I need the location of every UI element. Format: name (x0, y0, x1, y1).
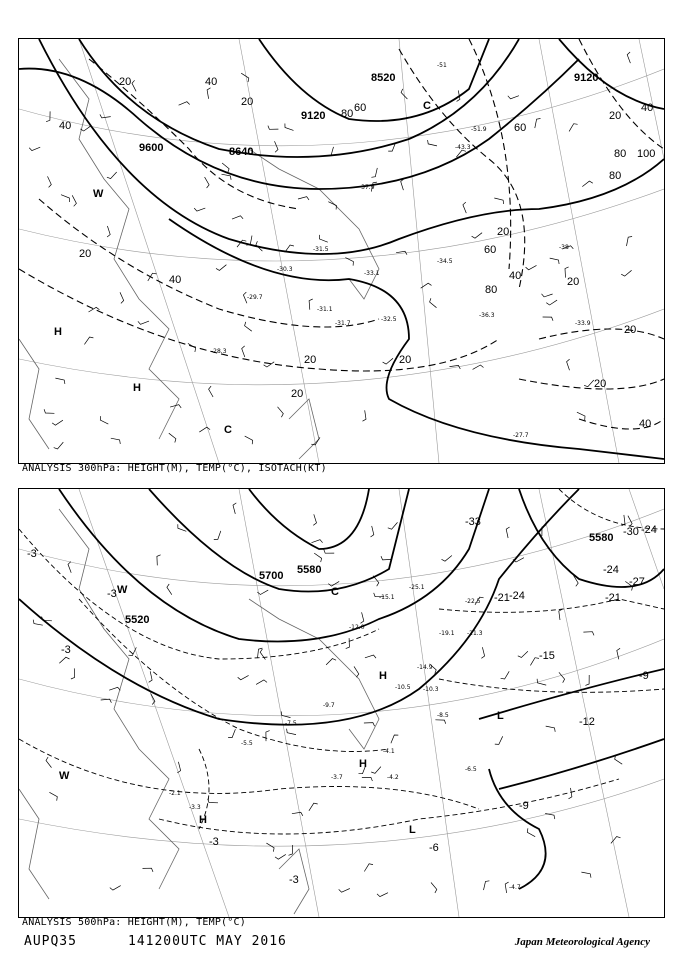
wind-barb (100, 416, 108, 424)
wind-barb (107, 172, 117, 179)
wind-barb (55, 378, 65, 384)
wind-barb (371, 526, 374, 537)
temp-label: -9 (639, 670, 649, 682)
isotach-label: 60 (354, 102, 367, 114)
wind-barb (149, 671, 152, 682)
cold-marker: C (331, 586, 339, 598)
wind-barb (364, 864, 373, 872)
station-temp: -38 (559, 244, 569, 251)
isotach-label: 40 (509, 270, 522, 282)
station-temp: -21.3 (467, 630, 483, 637)
wind-barb (208, 799, 218, 803)
wind-barb (364, 723, 375, 727)
wind-barb (481, 647, 484, 658)
station-temp: -5.5 (241, 740, 253, 747)
wind-barb (527, 828, 535, 836)
station-temp: -4.2 (387, 774, 399, 781)
wind-barb (371, 767, 381, 774)
station-temp: -33.9 (575, 320, 591, 327)
temp-label: -24 (603, 564, 619, 576)
height-label: 5700 (259, 570, 284, 582)
wind-barb (84, 337, 93, 344)
agency-name: Japan Meteorological Agency (514, 936, 650, 948)
wind-barb (148, 273, 157, 281)
wind-barb (354, 666, 359, 677)
wind-barb (362, 777, 373, 781)
wind-barb (495, 736, 503, 744)
station-temp: -27.7 (513, 432, 529, 439)
wind-barb (138, 321, 149, 324)
wind-barb (584, 380, 594, 387)
wind-barb (188, 343, 196, 352)
wind-barb (275, 854, 286, 859)
station-temp: -30.3 (277, 266, 293, 273)
wind-barb (29, 147, 40, 150)
wind-barb (501, 671, 510, 679)
wind-barb (309, 803, 318, 811)
isotach-label: 20 (291, 388, 304, 400)
wind-barb (275, 141, 279, 152)
station-temp: -22.5 (465, 598, 481, 605)
station-temp: -8.5 (437, 712, 449, 719)
station-temp: -19.1 (439, 630, 455, 637)
isotach-label: 40 (639, 418, 652, 430)
high-pressure-marker: H (359, 758, 367, 770)
wind-barb (508, 96, 519, 99)
wind-barb (582, 181, 593, 187)
warm-marker: W (93, 188, 104, 200)
wind-barb (559, 672, 565, 682)
wind-barb (543, 317, 553, 321)
wind-barb (388, 522, 398, 529)
wind-barb (339, 889, 350, 893)
station-temp: -4.1 (383, 748, 395, 755)
height-label: 9120 (301, 110, 326, 122)
temp-label: -21 (494, 592, 510, 604)
wind-barb (107, 226, 110, 237)
wind-barb (312, 540, 323, 543)
wind-barb (33, 620, 43, 626)
wind-barb (194, 208, 205, 211)
temp-label: -12 (579, 716, 595, 728)
wind-barb (506, 527, 509, 538)
temp-label: -30 (623, 526, 639, 538)
station-temp: -9.7 (323, 702, 335, 709)
height-label: 8640 (229, 146, 254, 158)
isotach-label: 80 (341, 108, 354, 120)
isotach-contours (19, 39, 664, 429)
wind-barb (559, 609, 563, 620)
map-300hpa (18, 38, 665, 464)
map-500hpa-canvas (19, 489, 664, 917)
station-temp: -12.0 (349, 624, 365, 631)
isotach-label: 20 (609, 110, 622, 122)
wind-barb (179, 102, 190, 106)
wind-barb (241, 73, 249, 82)
station-temp: -14.9 (417, 664, 433, 671)
wind-barb (42, 617, 52, 621)
temp-label: -21 (605, 592, 621, 604)
isotach-label: 80 (609, 170, 622, 182)
wind-barb (256, 680, 267, 685)
wind-barb (473, 365, 484, 369)
wind-barb (567, 359, 570, 370)
wind-barb (615, 755, 623, 764)
station-temp: -7.5 (285, 720, 297, 727)
station-temp: -51 (437, 62, 447, 69)
wind-barb (111, 438, 121, 444)
temp-labels (27, 516, 657, 886)
station-temp: -51.9 (471, 126, 487, 133)
isotach-label: 20 (567, 276, 580, 288)
temp-label: -33 (465, 516, 481, 528)
wind-barb (292, 812, 303, 816)
wind-barb (621, 270, 631, 276)
low-pressure-marker: L (497, 710, 504, 722)
wind-barb (365, 655, 376, 658)
wind-barb (309, 299, 313, 310)
station-temp: -6.5 (465, 766, 477, 773)
station-temp: -29.7 (247, 294, 263, 301)
wind-barb (463, 202, 466, 213)
station-temp: -31.1 (317, 306, 333, 313)
wind-barb (435, 720, 445, 724)
height-label: 9600 (139, 142, 164, 154)
station-temp: -28.3 (211, 348, 227, 355)
wind-barb (245, 436, 253, 444)
wind-barb (242, 346, 245, 357)
wind-barb (371, 168, 377, 177)
isotach-label: 20 (399, 354, 412, 366)
wind-barb (260, 649, 265, 660)
wind-barb (59, 657, 69, 663)
height-label: 5520 (125, 614, 150, 626)
wind-barb (627, 237, 633, 247)
cold-marker: C (423, 100, 431, 112)
wind-barb (484, 881, 490, 890)
isotach-label: 20 (594, 378, 607, 390)
wind-barb (583, 632, 594, 636)
wind-barb (617, 648, 620, 659)
isotach-label: 40 (641, 102, 654, 114)
wind-barb (428, 140, 437, 146)
isotach-label: 40 (205, 76, 218, 88)
wind-barb (68, 562, 71, 573)
wind-barb (257, 590, 268, 594)
isotach-label: 20 (79, 248, 92, 260)
station-temp: -43.3 (455, 144, 471, 151)
wind-barb (326, 659, 336, 665)
wind-barb (585, 675, 589, 685)
high-pressure-marker: H (133, 382, 141, 394)
high-pressure-marker: H (54, 326, 62, 338)
wind-barb (381, 556, 392, 560)
wind-barb (494, 198, 503, 204)
wind-barb (245, 322, 252, 331)
wind-barb (577, 412, 585, 420)
wind-barb (569, 788, 572, 799)
temp-label: -6 (429, 842, 439, 854)
wind-barb (298, 197, 309, 200)
wind-barb (285, 124, 294, 131)
wind-barb (222, 174, 232, 180)
wind-barb (72, 195, 76, 206)
temp-label: -27 (629, 576, 645, 588)
wind-barb (319, 235, 327, 242)
wind-barb (216, 265, 226, 271)
wind-barb (530, 658, 539, 666)
wind-barb (287, 729, 296, 735)
high-pressure-marker: H (379, 670, 387, 682)
isotach-label: 60 (514, 122, 527, 134)
wind-barb (278, 407, 284, 417)
caption-300hpa: ANALYSIS 300hPa: HEIGHT(M), TEMP(°C), ISOTACH(KT) (22, 463, 327, 474)
wind-barb (391, 735, 398, 743)
wind-barb (550, 258, 559, 264)
station-temp: -31.5 (313, 246, 329, 253)
map-500hpa (18, 488, 665, 918)
wind-barb (268, 126, 279, 130)
wind-barb (363, 410, 367, 421)
wind-barb (169, 433, 176, 442)
wind-barb (346, 638, 350, 649)
temp-label: -9 (519, 800, 529, 812)
wind-barb (324, 550, 334, 554)
cold-marker: C (224, 424, 232, 436)
station-temp: -33.1 (364, 270, 380, 277)
wind-barb (377, 893, 388, 897)
isotach-label: 20 (241, 96, 254, 108)
wind-barb (383, 358, 393, 364)
wind-barb (157, 555, 161, 566)
bulletin-code: AUPQ35 (24, 934, 77, 949)
wind-barb (526, 265, 537, 269)
wind-barb (110, 886, 121, 891)
station-temp: -37.9 (359, 184, 375, 191)
wind-barb (361, 612, 364, 623)
low-pressure-marker: L (409, 824, 416, 836)
wind-barb (71, 668, 75, 679)
warm-marker: W (117, 584, 128, 596)
high-pressure-marker: H (199, 814, 207, 826)
wind-barb (546, 300, 557, 305)
graticule (19, 39, 664, 463)
station-temp: -10.3 (423, 686, 439, 693)
isotach-label: 20 (624, 324, 637, 336)
wind-barb (518, 651, 528, 657)
isotach-label: 80 (485, 284, 498, 296)
wind-barb (209, 386, 214, 397)
wind-barb (132, 80, 136, 91)
isotach-label: 100 (637, 148, 656, 160)
height-label: 9120 (574, 72, 599, 84)
wind-barb (101, 699, 112, 703)
wind-barb (233, 503, 236, 514)
wind-barb (546, 726, 556, 732)
wind-barbs (29, 52, 632, 449)
station-temp: -4.7 (509, 884, 521, 891)
wind-barb (143, 868, 154, 872)
station-temp: -3.7 (331, 774, 343, 781)
wind-barb (228, 729, 235, 737)
wind-barb (281, 711, 290, 717)
station-temp: -36.3 (479, 312, 495, 319)
isotach-label: 80 (614, 148, 627, 160)
valid-time: 141200UTC MAY 2016 (128, 934, 287, 949)
wind-barb (313, 514, 316, 525)
wind-barb (205, 177, 210, 188)
wind-barb (431, 883, 437, 893)
height-contours (19, 489, 664, 889)
wind-barb (581, 872, 591, 878)
wind-barb (238, 675, 249, 679)
wind-barb (232, 216, 243, 219)
isotach-label: 20 (119, 76, 132, 88)
station-temp: -34.5 (437, 258, 453, 265)
wind-barb (52, 420, 63, 425)
caption-500hpa: ANALYSIS 500hPa: HEIGHT(M), TEMP(°C) (22, 917, 246, 928)
wind-barb (266, 843, 274, 852)
wind-barb (167, 584, 172, 595)
wind-barb (100, 114, 111, 118)
wind-barb (472, 233, 483, 239)
wind-barb (61, 195, 69, 202)
isotach-label: 40 (59, 120, 72, 132)
wind-barb (120, 292, 124, 303)
station-temp: -31.7 (335, 320, 351, 327)
wind-barb (401, 179, 404, 190)
temp-label: -3 (289, 874, 299, 886)
wind-barb (289, 845, 293, 855)
warm-marker: W (59, 770, 70, 782)
wind-barb (266, 731, 270, 742)
station-temp: -25.1 (409, 584, 425, 591)
station-temp: -2.1 (169, 790, 181, 797)
temp-label: -3 (61, 644, 71, 656)
isotach-label: 20 (497, 226, 510, 238)
wind-barb (49, 792, 57, 800)
wind-barb (569, 124, 578, 132)
wind-barb (430, 298, 437, 308)
height-label: 5580 (297, 564, 322, 576)
wind-barb (44, 409, 54, 413)
wind-barb (207, 88, 210, 99)
wind-barb (109, 687, 120, 690)
temp-label: -3 (27, 548, 37, 560)
wind-barb (46, 757, 52, 768)
wind-barb (214, 531, 221, 540)
wind-barb (442, 556, 452, 562)
station-temp: -10.5 (395, 684, 411, 691)
height-label: 8520 (371, 72, 396, 84)
station-temp: -15.1 (379, 594, 395, 601)
wind-barb (542, 294, 553, 297)
height-label: 5580 (589, 532, 614, 544)
station-temp: -32.5 (381, 316, 397, 323)
station-temp: -3.3 (189, 804, 201, 811)
temp-label: -24 (641, 524, 657, 536)
temp-label: -24 (509, 590, 525, 602)
isotach-label: 60 (484, 244, 497, 256)
wind-barb (54, 442, 64, 449)
wind-barb (535, 119, 541, 129)
wind-barb (627, 52, 630, 63)
map-300hpa-canvas (19, 39, 664, 463)
temp-label: -3 (209, 836, 219, 848)
wind-barb (48, 176, 52, 187)
isotach-label: 20 (304, 354, 317, 366)
wind-barb (314, 553, 321, 562)
temp-label: -15 (539, 650, 555, 662)
temp-label: -3 (107, 588, 117, 600)
isotach-label: 40 (169, 274, 182, 286)
